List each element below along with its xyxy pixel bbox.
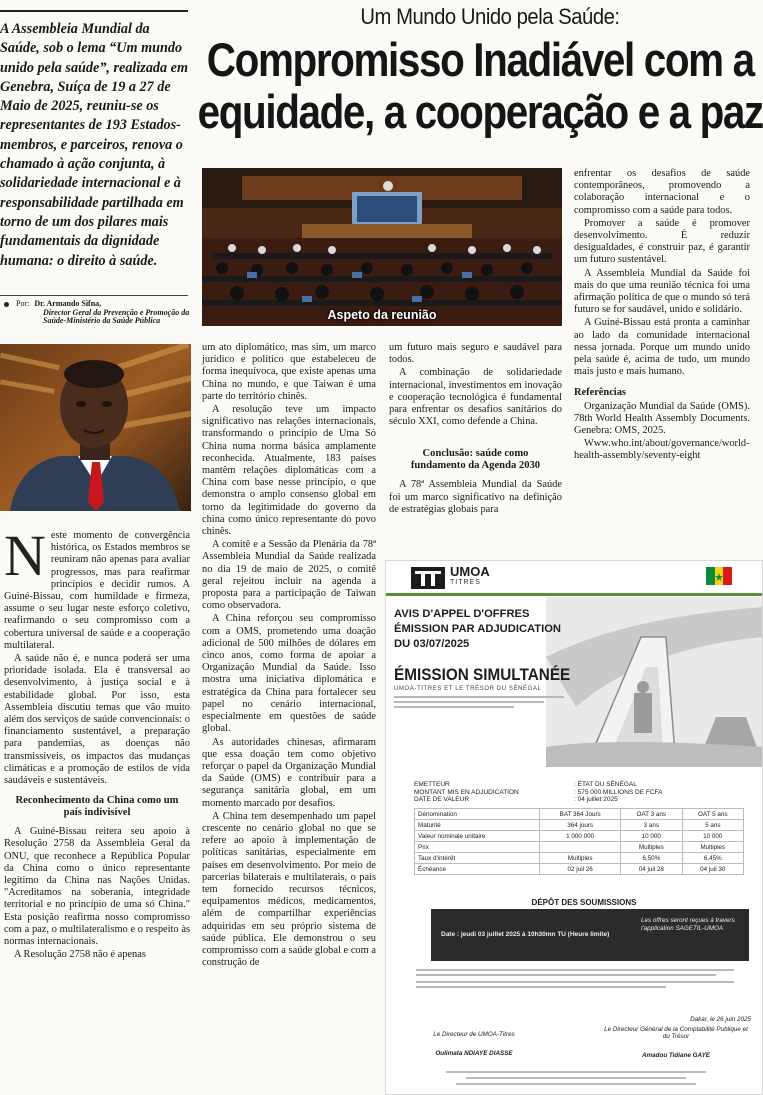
advertisement	[385, 560, 763, 1095]
table-cell: 02 juil 26	[540, 864, 621, 875]
table-cell	[540, 842, 621, 853]
col3-subheading: Conclusão: saúde como fundamento da Agenda 2030	[410, 448, 541, 472]
col2-paragraph-6: A China tem desempenhado um papel crescente no cenário global no que se refere ao apoio à implementação de políticas sanitárias, especialmente em países em desenvolvimento. Por meio de parcerias bilaterais e multilaterais, o país tem fornecido recursos técnicos, equipamentos médicos, medicamentos, além de compartilhar experiências adquiridas em seu próprio sistema de saúde pública. Ele demonstrou o seu compromisso com a saúde global e com a construção de	[202, 810, 376, 969]
issue-value: : ÉTAT DU SÉNÉGAL	[574, 781, 637, 788]
table-cell: Multiples	[682, 842, 743, 853]
byline	[4, 300, 190, 326]
ad-top-bar	[386, 593, 762, 596]
ad-brand: UMOA	[450, 564, 490, 579]
fine-print-line	[394, 706, 514, 708]
issue-row	[414, 796, 744, 804]
depot-title: DÉPÔT DES SOUMISSIONS	[531, 898, 637, 907]
fine-print-line	[446, 1071, 706, 1073]
table-cell: 04 juil 28	[621, 864, 682, 875]
fine-print-line	[456, 1083, 696, 1085]
intro-bottom-rule	[0, 295, 188, 296]
article-headline	[190, 33, 763, 138]
table-row	[415, 853, 744, 864]
ad-brand-sub: TITRES	[450, 579, 481, 586]
ad-emission-title: ÉMISSION SIMULTANÉE	[394, 665, 571, 684]
table-cell: 10 000	[621, 831, 682, 842]
signature-left-name: Oulimata NDIAYE DIASSE	[435, 1050, 513, 1057]
fine-print-line	[394, 701, 544, 703]
col2-paragraph-2: A resolução teve um impacto significativo nas relações internacionais, transformando o princípio de Uma Só China numa norma básica amplamente reconhecida. Atualmente, 183 países mantêm relações diplomáticas com a China com base nesse princípio, o que demonstra o amplo consenso global em torno da legitimidade do governo da china como único representante do povo chinês.	[202, 404, 376, 538]
byline-role: Director Geral da Prevenção e Promoção da Saúde-Ministério da Saúde Pública	[43, 307, 190, 326]
table-cell: 6,45%	[682, 853, 743, 864]
table-cell: 3 ans	[621, 820, 682, 831]
col2-paragraph-3: A comitê e a Sessão da Plenária da 78ª Assembleia Mundial da Saúde realizada no dia 19 de maio de 2025, o comitê geral rejeitou incluir na agenda a proposta para a participação de Taiwan como observadora.	[202, 539, 376, 612]
table-cell: Prix	[415, 842, 540, 853]
issue-key: EMETTEUR	[414, 781, 450, 788]
fine-print-line	[416, 974, 716, 976]
table-row	[415, 864, 744, 875]
headline-line-1: Compromisso Inadiável com a	[206, 33, 754, 86]
fine-print-line	[394, 696, 564, 698]
col1-paragraph-3: A Guiné-Bissau reitera seu apoio à Resolução 2758 da Assembleia Geral da ONU, que reconhece a República Popular da China como o único representante legítimo da China nas Nações Unidas. "Acreditamos na soberania, integridade territorial e no princípio de uma só China." Esta posição reafirma nosso compromisso com a paz, o multilateralismo e o respeito às normas internacionais.	[4, 826, 190, 948]
depot-date: Date : jeudi 03 juillet 2025 à 10h30mn TU (Heure limite)	[441, 931, 610, 938]
issue-key: MONTANT MIS EN ADJUDICATION	[414, 788, 519, 796]
col4-paragraph-1: enfrentar os desafios de saúde contemporâneos, promovendo a colaboração internacional e o compromisso com a saúde para todos.	[574, 168, 750, 216]
col1-paragraph-1: este momento de convergência histórica, os Estados membros se reuniram não apenas para avaliar progressos, mas para reafirmar princípios e decidir rumos. A Guiné-Bissau, com humildade e firmeza, assume o seu lugar neste esforço coletivo, reafirmando o seu compromisso com a cobertura universal de saúde e a cooperação multilateral.	[4, 530, 190, 651]
table-cell: Dénomination	[415, 809, 540, 820]
table-cell: 6,50%	[621, 853, 682, 864]
table-row	[415, 820, 744, 831]
issue-value: : 575 000 MILLIONS DE FCFA	[574, 788, 663, 796]
signature-date: Dakar, le 26 juin 2025	[690, 1016, 751, 1023]
table-cell: Taux d'intérêt	[415, 853, 540, 864]
depot-band	[431, 909, 749, 961]
col1-subheading: Reconhecimento da China como um país indivisível	[15, 795, 179, 819]
avis-line-3: DU 03/07/2025	[394, 638, 470, 650]
table-cell: BAT 364 Jours	[540, 809, 621, 820]
table-cell: 04 juil 30	[682, 864, 743, 875]
byline-author: Dr. Armando Sifna,	[34, 299, 102, 308]
table-cell: Échéance	[415, 864, 540, 875]
avis-line-1: AVIS D'APPEL D'OFFRES	[394, 608, 530, 620]
table-cell: Maturité	[415, 820, 540, 831]
col4-paragraph-2: Promover a saúde é promover desenvolvimento. É reduzir desigualdades, é construir paz, é garantir um futuro sustentável.	[574, 217, 750, 266]
col1-paragraph-4: A Resolução 2758 não é apenas	[14, 949, 146, 961]
ad-securities-table	[414, 808, 744, 875]
issue-value: : 04 juillet 2025	[574, 796, 618, 803]
col4-paragraph-3: A Assembleia Mundial da Saúde foi mais do que uma reunião técnica foi uma afirmação política de que o mundo só terá futuro se for saudável, unido e solidário.	[574, 267, 750, 316]
meeting-photo	[202, 168, 562, 326]
signature-right	[601, 1016, 751, 1059]
bullet-icon	[4, 302, 9, 307]
fine-print-line	[416, 986, 666, 988]
ad-avis-title	[394, 607, 594, 652]
signature-right-role: Le Directeur Général de la Comptabilité Publique et du Trésor	[604, 1026, 748, 1040]
fine-print-line	[416, 969, 734, 971]
table-cell: 1 000 000	[540, 831, 621, 842]
dropcap: N	[4, 523, 46, 588]
avis-line-2: ÉMISSION PAR ADJUDICATION	[394, 623, 561, 635]
col3-paragraph-2: A combinação de solidariedade internacional, investimentos em inovação e cooperação tecnológica é fundamental para enfrentar os desafios sanitários do século XXI, como defende a China.	[389, 367, 562, 428]
fine-print-line	[466, 1077, 686, 1079]
article-column-3	[389, 342, 562, 517]
fine-print-line	[416, 981, 734, 983]
col2-paragraph-4: A China reforçou seu compromisso com a OMS, prometendo uma doação adicional de 500 milhões de dólares em cinco anos, como forma de apoiar a Organização Mundial da Saúde. Isso mostra uma iniciativa diplomática e estratégica da China para fortalecer seu papel no cenário internacional, especialmente em questões de saúde global.	[202, 613, 376, 735]
author-portrait	[0, 344, 191, 511]
col2-paragraph-1: um ato diplomático, mas sim, um marco jurídico e político que estabeleceu de forma inequívoca, que existe apenas uma China no mundo, e que Taiwan é uma parte do território chinês.	[202, 342, 376, 402]
article-column-1	[4, 523, 190, 963]
intro-standfirst: A Assembleia Mundial da Saúde, sob o lema “Um mundo unido pela saúde”, realizada em Genebra, Suíça de 19 a 27 de Maio de 2025, reuniu-se os representantes de 193 Estados-membros, e parceiros, renova o chamado à ação conjunta, à solidariedade internacional e à responsabilidade partilhada em torno de um dos pilares mais fundamentais da dignidade humana: o direito à saúde.	[0, 21, 188, 269]
table-cell: 10 000	[682, 831, 743, 842]
photo-caption: Aspeto da reunião	[327, 308, 437, 322]
table-cell: OAT 5 ans	[682, 809, 743, 820]
signature-left	[404, 1031, 544, 1057]
ad-issue-header	[414, 781, 744, 804]
table-cell: Valeur nominale unitaire	[415, 831, 540, 842]
col1-paragraph-2: A saúde não é, e nunca poderá ser uma prioridade isolada. Ela é transversal ao desenvolvimento, à justiça social e à estabilidade global. Por isso, esta Assembleia discutiu temas que vão muito além dos serviços de saúde convencionais: o financiamento sustentável, a preparação para pandemias, as doenças não transmissíveis, os impactos das mudanças climáticas e a promoção de estilos de vida saudáveis e sustentáveis.	[4, 653, 190, 787]
umoa-logo-icon	[411, 567, 445, 589]
col3-paragraph-1: um futuro mais seguro e saudável para todos.	[389, 342, 562, 366]
table-row	[415, 842, 744, 853]
table-cell: OAT 3 ans	[621, 809, 682, 820]
table-cell: 5 ans	[682, 820, 743, 831]
reference-1: Organização Mundial da Saúde (OMS). 78th World Health Assembly Documents. Genebra: OMS, 2025.	[574, 400, 750, 437]
col2-paragraph-5: As autoridades chinesas, afirmaram que essa doação tem como objetivo reforçar o papel da Organização Mundial da Saúde (OMS) e contribuir para a segurança sanitária global, em um momento marcado por desafios.	[202, 736, 376, 809]
table-row	[415, 809, 744, 820]
table-row	[415, 831, 744, 842]
references-title: Referências	[574, 387, 626, 399]
signature-left-role: Le Directeur de UMOA-Titres	[433, 1031, 515, 1038]
table-cell: Multiples	[621, 842, 682, 853]
col4-paragraph-4: A Guiné-Bissau está pronta a caminhar ao lado da comunidade internacional nessa jornada. Porque um mundo unido pela saúde é, acima de tudo, um mundo mais justo e mais humano.	[574, 317, 750, 378]
issue-key: DATE DE VALEUR	[414, 796, 470, 803]
intro-top-rule	[0, 10, 188, 12]
article-column-4	[574, 168, 750, 464]
ad-emission-subtitle: UMOA-TITRES ET LE TRÉSOR DU SÉNÉGAL	[394, 686, 542, 692]
headline-line-2: equidade, a cooperação e a paz	[197, 85, 763, 138]
signature-right-name: Amadou Tidiane GAYE	[642, 1052, 710, 1059]
senegal-flag-icon	[706, 567, 732, 585]
table-cell: 364 jours	[540, 820, 621, 831]
table-cell: Multiples	[540, 853, 621, 864]
article-column-2	[202, 342, 376, 970]
reference-2: Www.who.int/about/governance/world-health-assembly/seventy-eight	[574, 438, 750, 462]
col3-paragraph-3: A 78ª Assembleia Mundial da Saúde foi um marco significativo na definição de estratégias globais para	[389, 479, 562, 515]
byline-label: Por:	[16, 299, 30, 308]
article-kicker: Um Mundo Unido pela Saúde:	[360, 4, 620, 29]
issue-row	[414, 789, 744, 797]
depot-note: Les offres seront reçues à travers l'application SAGETIL-UMOA	[641, 917, 735, 932]
issue-row	[414, 781, 744, 789]
